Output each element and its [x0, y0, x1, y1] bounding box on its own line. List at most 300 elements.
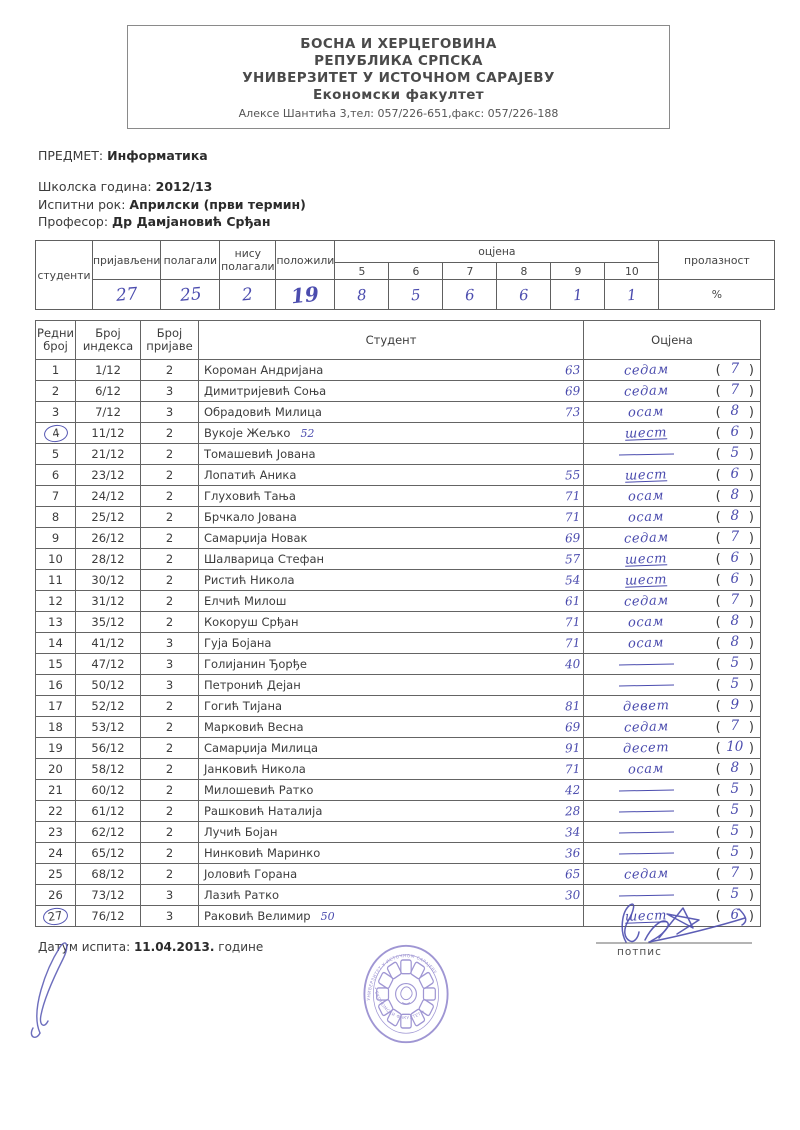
application-number: 2	[141, 738, 199, 759]
handwritten-score: 63	[564, 362, 581, 378]
school-year-value: 2012/13	[155, 179, 213, 194]
handwritten-score: 55	[564, 467, 581, 483]
student-name: Гогић Тијана	[204, 699, 283, 713]
grade-in-parentheses: ( 8 )	[715, 613, 754, 630]
row-number: 22	[48, 804, 63, 818]
row-number: 24	[48, 846, 63, 860]
grade-in-parentheses: ( 8 )	[715, 487, 754, 504]
grade-in-parentheses: ( 5 )	[715, 781, 754, 798]
index-number: 56/12	[76, 738, 141, 759]
professor-signature	[593, 896, 763, 948]
student-row	[36, 444, 761, 465]
university-stamp	[358, 942, 454, 1046]
student-row	[36, 843, 761, 864]
application-number: 2	[141, 486, 199, 507]
row-number: 17	[48, 699, 63, 713]
grade-in-parentheses: ( 7 )	[715, 382, 754, 399]
student-name: Рашковић Наталија	[204, 804, 323, 818]
grade-in-parentheses: ( 5 )	[715, 445, 754, 462]
subject-label: ПРЕДМЕТ:	[38, 148, 104, 163]
student-row	[36, 507, 761, 528]
application-number: 2	[141, 780, 199, 801]
handwritten-grade-word: осам	[627, 634, 665, 652]
row-number: 21	[48, 783, 63, 797]
application-number: 3	[141, 675, 199, 696]
row-number: 1	[51, 363, 60, 377]
handwritten-grade-word: осам	[627, 613, 665, 631]
entity-name: РЕПУБЛИКА СРПСКА	[314, 53, 483, 69]
application-number: 2	[141, 843, 199, 864]
student-name: Лучић Бојан	[204, 825, 278, 839]
exam-term-value: Априлски (први термин)	[129, 196, 306, 212]
summary-col-students: студенти	[36, 241, 93, 310]
row-number: 25	[48, 867, 63, 881]
index-number: 23/12	[76, 465, 141, 486]
student-name: Лопатић Аника	[204, 468, 297, 482]
student-row	[36, 465, 761, 486]
grade-8-count: 6	[518, 285, 530, 304]
grade-in-parentheses: ( 8 )	[715, 508, 754, 525]
handwritten-grade-word: девет	[622, 697, 670, 715]
pass-rate-percent: %	[659, 280, 775, 310]
grade-col-5: 5	[335, 263, 389, 280]
handwritten-grade-word: шест	[624, 550, 668, 568]
row-number: 26	[48, 888, 63, 902]
grade-in-parentheses: ( 9 )	[715, 697, 754, 714]
took-count: 25	[178, 283, 203, 306]
student-row	[36, 591, 761, 612]
index-number: 53/12	[76, 717, 141, 738]
application-number: 2	[141, 507, 199, 528]
handwritten-grade-digit: 5	[730, 823, 740, 839]
index-number: 47/12	[76, 654, 141, 675]
summary-col-applied: пријављени	[93, 241, 161, 280]
row-number: 15	[48, 657, 63, 671]
student-name: Лазић Ратко	[204, 888, 280, 902]
handwritten-dash	[618, 853, 673, 855]
student-name: Томашевић Јована	[204, 447, 316, 461]
grade-col-7: 7	[443, 263, 497, 280]
index-number: 7/12	[76, 402, 141, 423]
application-number: 3	[141, 633, 199, 654]
exam-date-suffix: године	[218, 940, 264, 954]
student-row	[36, 696, 761, 717]
subject-line	[38, 148, 208, 163]
professor-label: Професор:	[38, 214, 109, 229]
handwritten-grade-digit: 8	[730, 403, 740, 419]
application-number: 2	[141, 360, 199, 381]
application-number: 2	[141, 696, 199, 717]
student-row	[36, 675, 761, 696]
handwritten-score: 57	[564, 551, 581, 567]
handwritten-grade-digit: 5	[730, 886, 740, 902]
index-number: 11/12	[76, 423, 141, 444]
handwritten-grade-digit: 8	[730, 487, 740, 503]
index-number: 76/12	[76, 906, 141, 927]
grade-in-parentheses: ( 7 )	[715, 592, 754, 609]
grade-9-count: 1	[572, 285, 584, 304]
handwritten-grade-word: шест	[624, 424, 668, 442]
handwritten-grade-word: шест	[624, 907, 668, 925]
row-number: 9	[51, 531, 60, 545]
index-number: 60/12	[76, 780, 141, 801]
handwritten-grade-digit: 9	[730, 697, 740, 713]
results-header-row	[36, 321, 761, 360]
handwritten-grade-word: шест	[624, 571, 668, 589]
application-number: 2	[141, 444, 199, 465]
student-row	[36, 633, 761, 654]
handwritten-grade-digit: 5	[730, 781, 740, 797]
grade-col-6: 6	[389, 263, 443, 280]
handwritten-grade-digit: 7	[730, 718, 740, 734]
student-row	[36, 570, 761, 591]
handwritten-grade-word: осам	[627, 508, 665, 526]
handwritten-grade-digit: 8	[730, 760, 740, 776]
application-number: 3	[141, 402, 199, 423]
exam-date-value: 11.04.2013.	[133, 940, 215, 954]
summary-col-took: полагали	[161, 241, 220, 280]
header-row-number: Редни број	[36, 321, 76, 360]
handwritten-grade-word: седам	[623, 592, 669, 610]
handwritten-grade-digit: 6	[730, 571, 740, 587]
grade-5-count: 8	[356, 285, 368, 304]
row-number: 20	[48, 762, 63, 776]
student-row	[36, 423, 761, 444]
handwritten-grade-word: осам	[627, 487, 665, 505]
handwritten-grade-word: седам	[623, 865, 669, 883]
handwritten-dash	[618, 811, 673, 813]
index-number: 21/12	[76, 444, 141, 465]
handwritten-grade-digit: 7	[730, 382, 740, 398]
student-name: Самарџија Новак	[204, 531, 308, 545]
index-number: 6/12	[76, 381, 141, 402]
handwritten-grade-digit: 5	[730, 844, 740, 860]
student-name: Петронић Дејан	[204, 678, 301, 692]
handwritten-grade-word: седам	[623, 382, 669, 400]
student-name: Гуја Бојана	[204, 636, 272, 650]
grade-in-parentheses: ( 8 )	[715, 634, 754, 651]
grade-in-parentheses: ( 5 )	[715, 844, 754, 861]
application-number: 2	[141, 591, 199, 612]
university-name: УНИВЕРЗИТЕТ У ИСТОЧНОМ САРАЈЕВУ	[242, 70, 555, 86]
row-number: 2	[51, 384, 60, 398]
stamp-text-top: УНИВЕРЗИТЕТ У ИСТОЧНОМ САРАЈЕВУ	[367, 954, 438, 1001]
student-name: Јанковић Никола	[204, 762, 306, 776]
faculty-name: Економски факултет	[313, 87, 484, 103]
stamp-text-bottom: • ЕКОНОМСКИ ФАКУЛТЕТ •	[372, 986, 426, 1021]
row-number: 19	[48, 741, 63, 755]
handwritten-score: 71	[564, 635, 581, 651]
row-number: 8	[51, 510, 60, 524]
index-number: 52/12	[76, 696, 141, 717]
application-number: 2	[141, 549, 199, 570]
header-grade: Оцјена	[584, 321, 761, 360]
handwritten-score: 71	[564, 614, 581, 630]
handwritten-score: 73	[564, 404, 581, 420]
handwritten-grade-digit: 8	[730, 613, 740, 629]
handwritten-grade-word: седам	[623, 529, 669, 547]
country-name: БОСНА И ХЕРЦЕГОВИНА	[300, 36, 497, 52]
handwritten-score: 81	[564, 698, 581, 714]
row-number: 11	[48, 573, 63, 587]
handwritten-dash	[618, 454, 673, 456]
grade-in-parentheses: ( 10 )	[715, 739, 754, 756]
handwritten-score: 28	[564, 803, 581, 819]
row-number: 4	[42, 423, 68, 443]
student-row	[36, 549, 761, 570]
handwritten-score: 71	[564, 488, 581, 504]
application-number: 3	[141, 654, 199, 675]
row-number: 18	[48, 720, 63, 734]
student-row	[36, 360, 761, 381]
application-number: 2	[141, 801, 199, 822]
grade-in-parentheses: ( 6 )	[715, 550, 754, 567]
index-number: 35/12	[76, 612, 141, 633]
grade-in-parentheses: ( 7 )	[715, 529, 754, 546]
handwritten-grade-digit: 6	[730, 907, 740, 923]
index-number: 41/12	[76, 633, 141, 654]
handwritten-score-inline: 50	[320, 909, 335, 923]
application-number: 2	[141, 528, 199, 549]
handwritten-grade-digit: 6	[730, 466, 740, 482]
handwritten-score: 34	[564, 824, 581, 840]
student-name: Јоловић Горана	[204, 867, 298, 881]
summary-col-passed: положили	[276, 241, 335, 280]
application-number: 2	[141, 864, 199, 885]
row-number: 14	[48, 636, 63, 650]
student-name: Глуховић Тања	[204, 489, 296, 503]
grade-in-parentheses: ( 5 )	[715, 886, 754, 903]
student-name: Короман Андријана	[204, 363, 324, 377]
handwritten-grade-digit: 5	[730, 655, 740, 671]
index-number: 25/12	[76, 507, 141, 528]
school-year-line	[38, 178, 306, 196]
handwritten-grade-digit: 10	[726, 739, 744, 755]
row-number: 5	[51, 447, 60, 461]
grade-in-parentheses: ( 7 )	[715, 865, 754, 882]
index-number: 28/12	[76, 549, 141, 570]
student-name: Милошевић Ратко	[204, 783, 314, 797]
exam-meta-block	[38, 178, 306, 231]
application-number: 2	[141, 465, 199, 486]
grade-in-parentheses: ( 5 )	[715, 802, 754, 819]
handwritten-grade-digit: 5	[730, 802, 740, 818]
application-number: 2	[141, 612, 199, 633]
row-number: 27	[42, 906, 69, 926]
index-number: 26/12	[76, 528, 141, 549]
student-name: Димитријевић Соња	[204, 384, 327, 398]
grade-in-parentheses: ( 6 )	[715, 571, 754, 588]
application-number: 3	[141, 885, 199, 906]
handwritten-grade-digit: 8	[730, 634, 740, 650]
grade-6-count: 5	[410, 285, 422, 304]
student-name: Нинковић Маринко	[204, 846, 321, 860]
applied-count: 27	[115, 283, 139, 306]
student-row	[36, 717, 761, 738]
handwritten-grade-word: осам	[627, 403, 665, 421]
index-number: 24/12	[76, 486, 141, 507]
handwritten-dash	[618, 790, 673, 792]
handwritten-grade-digit: 7	[730, 865, 740, 881]
student-name: Брчкало Јована	[204, 510, 297, 524]
handwritten-grade-digit: 7	[730, 361, 740, 377]
handwritten-grade-word: седам	[623, 718, 669, 736]
row-number: 16	[48, 678, 63, 692]
row-number: 3	[51, 405, 60, 419]
student-name: Самарџија Милица	[204, 741, 319, 755]
student-row	[36, 528, 761, 549]
student-row	[36, 738, 761, 759]
grade-in-parentheses: ( 7 )	[715, 718, 754, 735]
row-number: 7	[51, 489, 60, 503]
grade-col-9: 9	[551, 263, 605, 280]
student-name: Обрадовић Милица	[204, 405, 322, 419]
summary-statistics-table	[35, 240, 775, 310]
results-table	[35, 320, 761, 927]
not-taken-count: 2	[241, 284, 255, 305]
student-name: Раковић Велимир	[204, 909, 311, 923]
header-student: Студент	[199, 321, 584, 360]
handwritten-score: 61	[564, 593, 581, 609]
exam-date-label: Датум испита:	[38, 940, 131, 954]
handwritten-score: 71	[564, 509, 581, 525]
handwritten-grade-word: шест	[624, 466, 668, 484]
handwritten-grade-digit: 5	[730, 676, 740, 692]
index-number: 73/12	[76, 885, 141, 906]
student-row	[36, 780, 761, 801]
student-name: Ристић Никола	[204, 573, 295, 587]
subject-value: Информатика	[107, 148, 208, 163]
application-number: 2	[141, 717, 199, 738]
handwritten-grade-word: десет	[622, 739, 670, 757]
grade-in-parentheses: ( 7 )	[715, 361, 754, 378]
handwritten-score: 36	[564, 845, 581, 861]
grade-7-count: 6	[464, 285, 476, 304]
handwritten-score: 71	[564, 761, 581, 777]
handwritten-score: 42	[564, 782, 581, 798]
pen-scribble	[18, 935, 103, 1040]
header-index-number: Број индекса	[76, 321, 141, 360]
summary-col-pass-rate: пролазност	[659, 241, 775, 280]
application-number: 3	[141, 381, 199, 402]
index-number: 50/12	[76, 675, 141, 696]
handwritten-score: 40	[564, 656, 581, 672]
exam-term-line	[38, 196, 306, 214]
application-number: 3	[141, 906, 199, 927]
grade-in-parentheses: ( 8 )	[715, 403, 754, 420]
handwritten-dash	[618, 832, 673, 834]
index-number: 61/12	[76, 801, 141, 822]
exam-term-label: Испитни рок:	[38, 196, 126, 212]
index-number: 1/12	[76, 360, 141, 381]
student-row	[36, 381, 761, 402]
index-number: 30/12	[76, 570, 141, 591]
handwritten-dash	[618, 685, 673, 687]
row-number: 23	[48, 825, 63, 839]
grade-col-8: 8	[497, 263, 551, 280]
student-row	[36, 759, 761, 780]
handwritten-score: 91	[564, 740, 581, 756]
handwritten-score: 30	[564, 887, 581, 903]
application-number: 2	[141, 822, 199, 843]
handwritten-grade-digit: 6	[730, 550, 740, 566]
handwritten-dash	[618, 664, 673, 666]
svg-text:• ЕКОНОМСКИ ФАКУЛТЕТ •	[373, 986, 426, 1020]
grade-in-parentheses: ( 6 )	[715, 424, 754, 441]
letterhead-box	[127, 25, 670, 129]
handwritten-score: 65	[564, 866, 581, 882]
index-number: 31/12	[76, 591, 141, 612]
student-row	[36, 822, 761, 843]
header-application-number: Број пријаве	[141, 321, 199, 360]
row-number: 6	[51, 468, 60, 482]
handwritten-grade-word: осам	[627, 760, 665, 778]
student-name: Шалварица Стефан	[204, 552, 325, 566]
index-number: 62/12	[76, 822, 141, 843]
summary-col-not-taken: нису полагали	[220, 241, 276, 280]
student-name: Голијанин Ђорђе	[204, 657, 307, 671]
professor-value: Др Дамјановић Срђан	[112, 214, 271, 229]
student-name: Вукоје Жељко	[204, 426, 291, 440]
signature-label: потпис	[617, 946, 662, 958]
row-number: 10	[48, 552, 63, 566]
handwritten-grade-digit: 7	[730, 592, 740, 608]
results-body	[36, 360, 761, 927]
application-number: 2	[141, 759, 199, 780]
handwritten-grade-digit: 6	[730, 424, 740, 440]
handwritten-score-inline: 52	[300, 426, 315, 440]
handwritten-grade-digit: 5	[730, 445, 740, 461]
student-row	[36, 801, 761, 822]
student-name: Кокоруш Срђан	[204, 615, 299, 629]
grade-in-parentheses: ( 5 )	[715, 676, 754, 693]
handwritten-grade-word: седам	[623, 361, 669, 379]
passed-count: 19	[290, 281, 321, 308]
school-year-label: Школска година:	[38, 179, 152, 194]
handwritten-score: 69	[564, 530, 581, 546]
handwritten-score: 54	[564, 572, 581, 588]
professor-line	[38, 213, 306, 231]
index-number: 58/12	[76, 759, 141, 780]
handwritten-score: 69	[564, 383, 581, 399]
summary-col-grade: оцјена	[335, 241, 659, 263]
grade-in-parentheses: ( 5 )	[715, 823, 754, 840]
student-row	[36, 402, 761, 423]
handwritten-grade-digit: 7	[730, 529, 740, 545]
student-row	[36, 486, 761, 507]
grade-in-parentheses: ( 6 )	[715, 466, 754, 483]
application-number: 2	[141, 423, 199, 444]
grade-col-10: 10	[605, 263, 659, 280]
grade-10-count: 1	[626, 285, 638, 304]
faculty-address: Алексе Шантића 3,тел: 057/226-651,факс: 057/226-188	[238, 107, 559, 120]
student-name: Марковић Весна	[204, 720, 304, 734]
row-number: 13	[48, 615, 63, 629]
grade-in-parentheses: ( 6 )	[715, 907, 754, 924]
student-row	[36, 654, 761, 675]
application-number: 2	[141, 570, 199, 591]
handwritten-grade-digit: 8	[730, 508, 740, 524]
student-row	[36, 864, 761, 885]
handwritten-score: 69	[564, 719, 581, 735]
student-name: Елчић Милош	[204, 594, 287, 608]
row-number: 12	[48, 594, 63, 608]
grade-in-parentheses: ( 5 )	[715, 655, 754, 672]
index-number: 68/12	[76, 864, 141, 885]
index-number: 65/12	[76, 843, 141, 864]
grade-in-parentheses: ( 8 )	[715, 760, 754, 777]
student-row	[36, 612, 761, 633]
